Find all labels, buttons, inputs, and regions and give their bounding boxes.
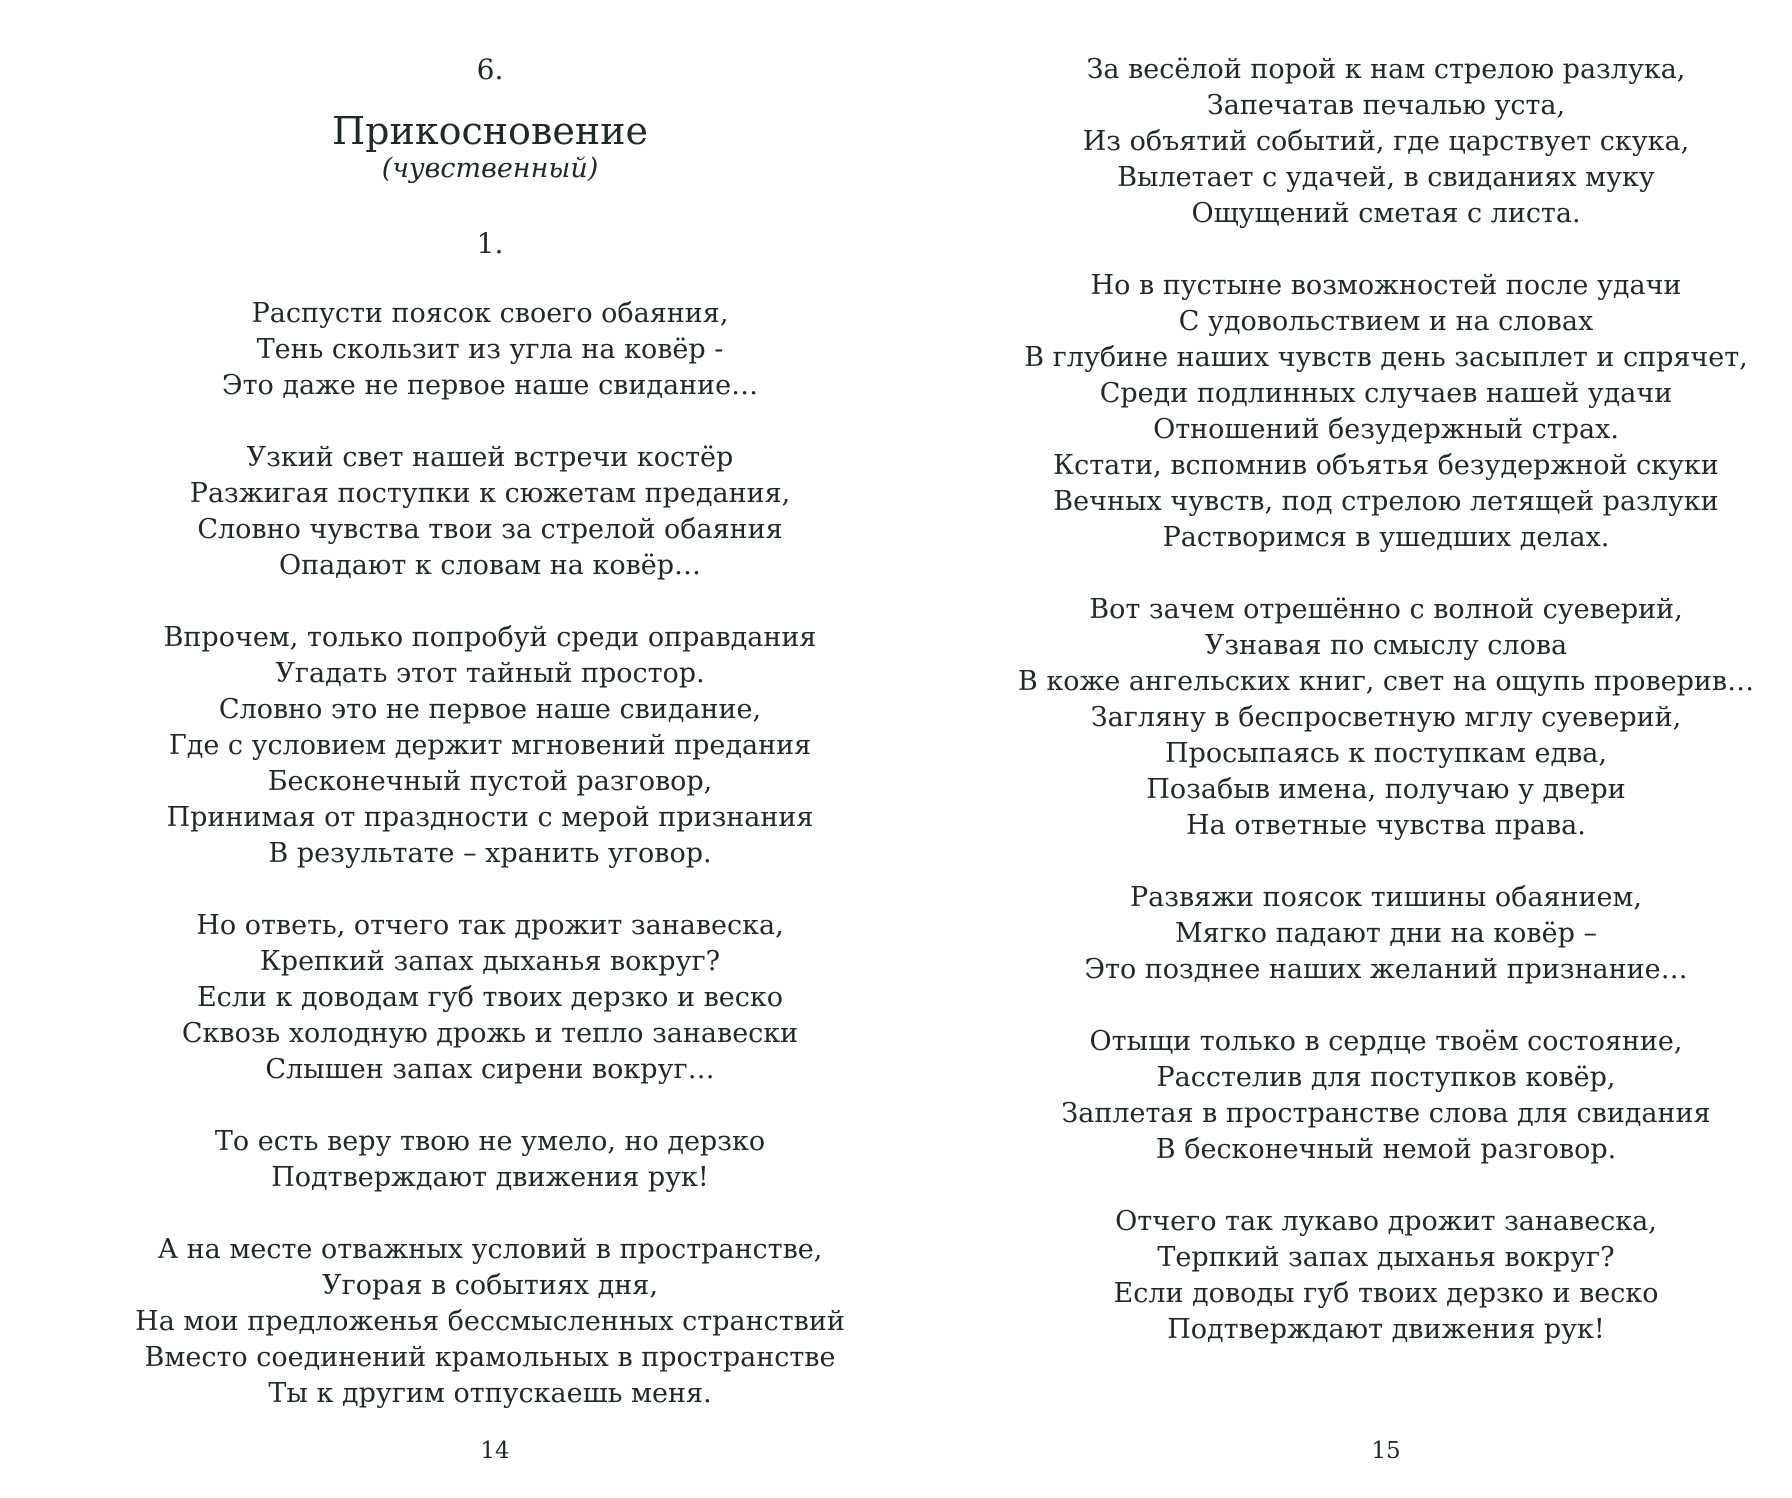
poem-line: Подтверждают движения рук! bbox=[1167, 1314, 1605, 1345]
stanza bbox=[0, 1124, 980, 1196]
poem-line: Отыщи только в сердце твоём состояние, bbox=[1089, 1026, 1683, 1057]
stanza bbox=[980, 592, 1792, 844]
poem-line: Позабыв имена, получаю у двери bbox=[1146, 774, 1626, 805]
poem-line: На мои предложенья бессмысленных странствий bbox=[135, 1306, 845, 1337]
poem-line: Это даже не первое наше свидание… bbox=[221, 370, 759, 401]
poem-line: Ты к другим отпускаешь меня. bbox=[268, 1378, 712, 1409]
stanza bbox=[0, 620, 980, 872]
poem-line: Вот зачем отрешённо с волной суеверий, bbox=[1089, 594, 1683, 625]
poem-line: Подтверждают движения рук! bbox=[271, 1162, 709, 1193]
poem-line: Угадать этот тайный простор. bbox=[275, 658, 705, 689]
stanza bbox=[0, 440, 980, 584]
poem-line: Расстелив для поступков ковёр, bbox=[1156, 1062, 1616, 1093]
poem-line: Распусти поясок своего обаяния, bbox=[251, 298, 729, 329]
poem-line: Вместо соединений крамольных в пространстве bbox=[144, 1342, 836, 1373]
poem-line: Но ответь, отчего так дрожит занавеска, bbox=[196, 910, 784, 941]
page-number-left: 14 bbox=[480, 1438, 510, 1464]
stanza bbox=[0, 908, 980, 1088]
poem-line: Словно это не первое наше свидание, bbox=[218, 694, 762, 725]
poem-line: Отчего так лукаво дрожит занавеска, bbox=[1115, 1206, 1657, 1237]
stanza bbox=[0, 1232, 980, 1412]
poem-line: С удовольствием и на словах bbox=[1178, 306, 1594, 337]
poem-line: Но в пустыне возможностей после удачи bbox=[1090, 270, 1682, 301]
poem-line: Узнавая по смыслу слова bbox=[1204, 630, 1568, 661]
poem-line: Словно чувства твои за стрелой обаяния bbox=[197, 514, 783, 545]
poem-line: То есть веру твою не умело, но дерзко bbox=[214, 1126, 766, 1157]
poem-line: Принимая от праздности с мерой признания bbox=[166, 802, 814, 833]
poem-line: За весёлой порой к нам стрелою разлука, bbox=[1086, 54, 1686, 85]
poem-line: Заплетая в пространстве слова для свидания bbox=[1061, 1098, 1711, 1129]
poem-line: Кстати, вспомнив объятья безудержной скуки bbox=[1053, 450, 1719, 481]
poem-line: Вечных чувств, под стрелою летящей разлуки bbox=[1053, 486, 1719, 517]
poem-line: На ответные чувства права. bbox=[1186, 810, 1586, 841]
poem-subtitle: (чувственный) bbox=[381, 153, 599, 184]
stanza bbox=[980, 880, 1792, 988]
poem-line: Слышен запах сирени вокруг… bbox=[265, 1054, 715, 1085]
poem-line: В глубине наших чувств день засыплет и спрячет, bbox=[1024, 342, 1748, 373]
poem-line: Вылетает с удачей, в свиданиях муку bbox=[1117, 162, 1655, 193]
poem-line: Это позднее наших желаний признание… bbox=[1084, 954, 1688, 985]
stanza bbox=[0, 296, 980, 404]
poem-line: Ощущений сметая с листа. bbox=[1191, 198, 1581, 229]
poem-line: Загляну в беспросветную мглу суеверий, bbox=[1090, 702, 1682, 733]
poem-line: Из объятий событий, где царствует скука, bbox=[1082, 126, 1690, 157]
poem-line: Опадают к словам на ковёр… bbox=[278, 550, 702, 581]
poem-line: В результате – хранить уговор. bbox=[268, 838, 712, 869]
poem-line: Просыпаясь к поступкам едва, bbox=[1165, 738, 1607, 769]
stanza bbox=[980, 268, 1792, 556]
poem-line: Если доводы губ твоих дерзко и веско bbox=[1113, 1278, 1659, 1309]
poem-line: Растворимся в ушедших делах. bbox=[1162, 522, 1610, 553]
poem-line: Крепкий запах дыханья вокруг? bbox=[259, 946, 721, 977]
left-poem-text bbox=[0, 296, 980, 1448]
poem-line: А на месте отважных условий в пространстве, bbox=[157, 1234, 823, 1265]
poem-line: Сквозь холодную дрожь и тепло занавески bbox=[181, 1018, 799, 1049]
right-page bbox=[980, 0, 1792, 1498]
section-number: 6. bbox=[476, 53, 504, 86]
poem-line: Отношений безудержный страх. bbox=[1153, 414, 1619, 445]
poem-line: Развяжи поясок тишины обаянием, bbox=[1129, 882, 1643, 913]
part-number: 1. bbox=[476, 227, 504, 260]
poem-line: Тень скользит из угла на ковёр - bbox=[256, 334, 724, 365]
poem-line: Если к доводам губ твоих дерзко и веско bbox=[196, 982, 784, 1013]
poem-line: Угорая в событиях дня, bbox=[322, 1270, 658, 1301]
poem-line: Терпкий запах дыханья вокруг? bbox=[1157, 1242, 1615, 1273]
poem-line: В коже ангельских книг, свет на ощупь проверив… bbox=[1017, 666, 1755, 697]
poem-line: Мягко падают дни на ковёр – bbox=[1175, 918, 1597, 949]
poem-line: Разжигая поступки к сюжетам предания, bbox=[189, 478, 791, 509]
poem-line: Бесконечный пустой разговор, bbox=[267, 766, 713, 797]
stanza bbox=[980, 1024, 1792, 1168]
stanza bbox=[980, 1204, 1792, 1348]
poem-line: Где с условием держит мгновений предания bbox=[168, 730, 812, 761]
stanza bbox=[980, 52, 1792, 232]
poem-line: В бесконечный немой разговор. bbox=[1155, 1134, 1617, 1165]
right-poem-text bbox=[980, 52, 1792, 1384]
poem-line: Узкий свет нашей встречи костёр bbox=[246, 442, 734, 473]
poem-title: Прикосновение bbox=[332, 109, 648, 153]
poem-line: Среди подлинных случаев нашей удачи bbox=[1099, 378, 1673, 409]
poem-line: Запечатав печалью уста, bbox=[1206, 90, 1566, 121]
page-number-right: 15 bbox=[1371, 1438, 1401, 1464]
poem-line: Впрочем, только попробуй среди оправдания bbox=[163, 622, 817, 653]
